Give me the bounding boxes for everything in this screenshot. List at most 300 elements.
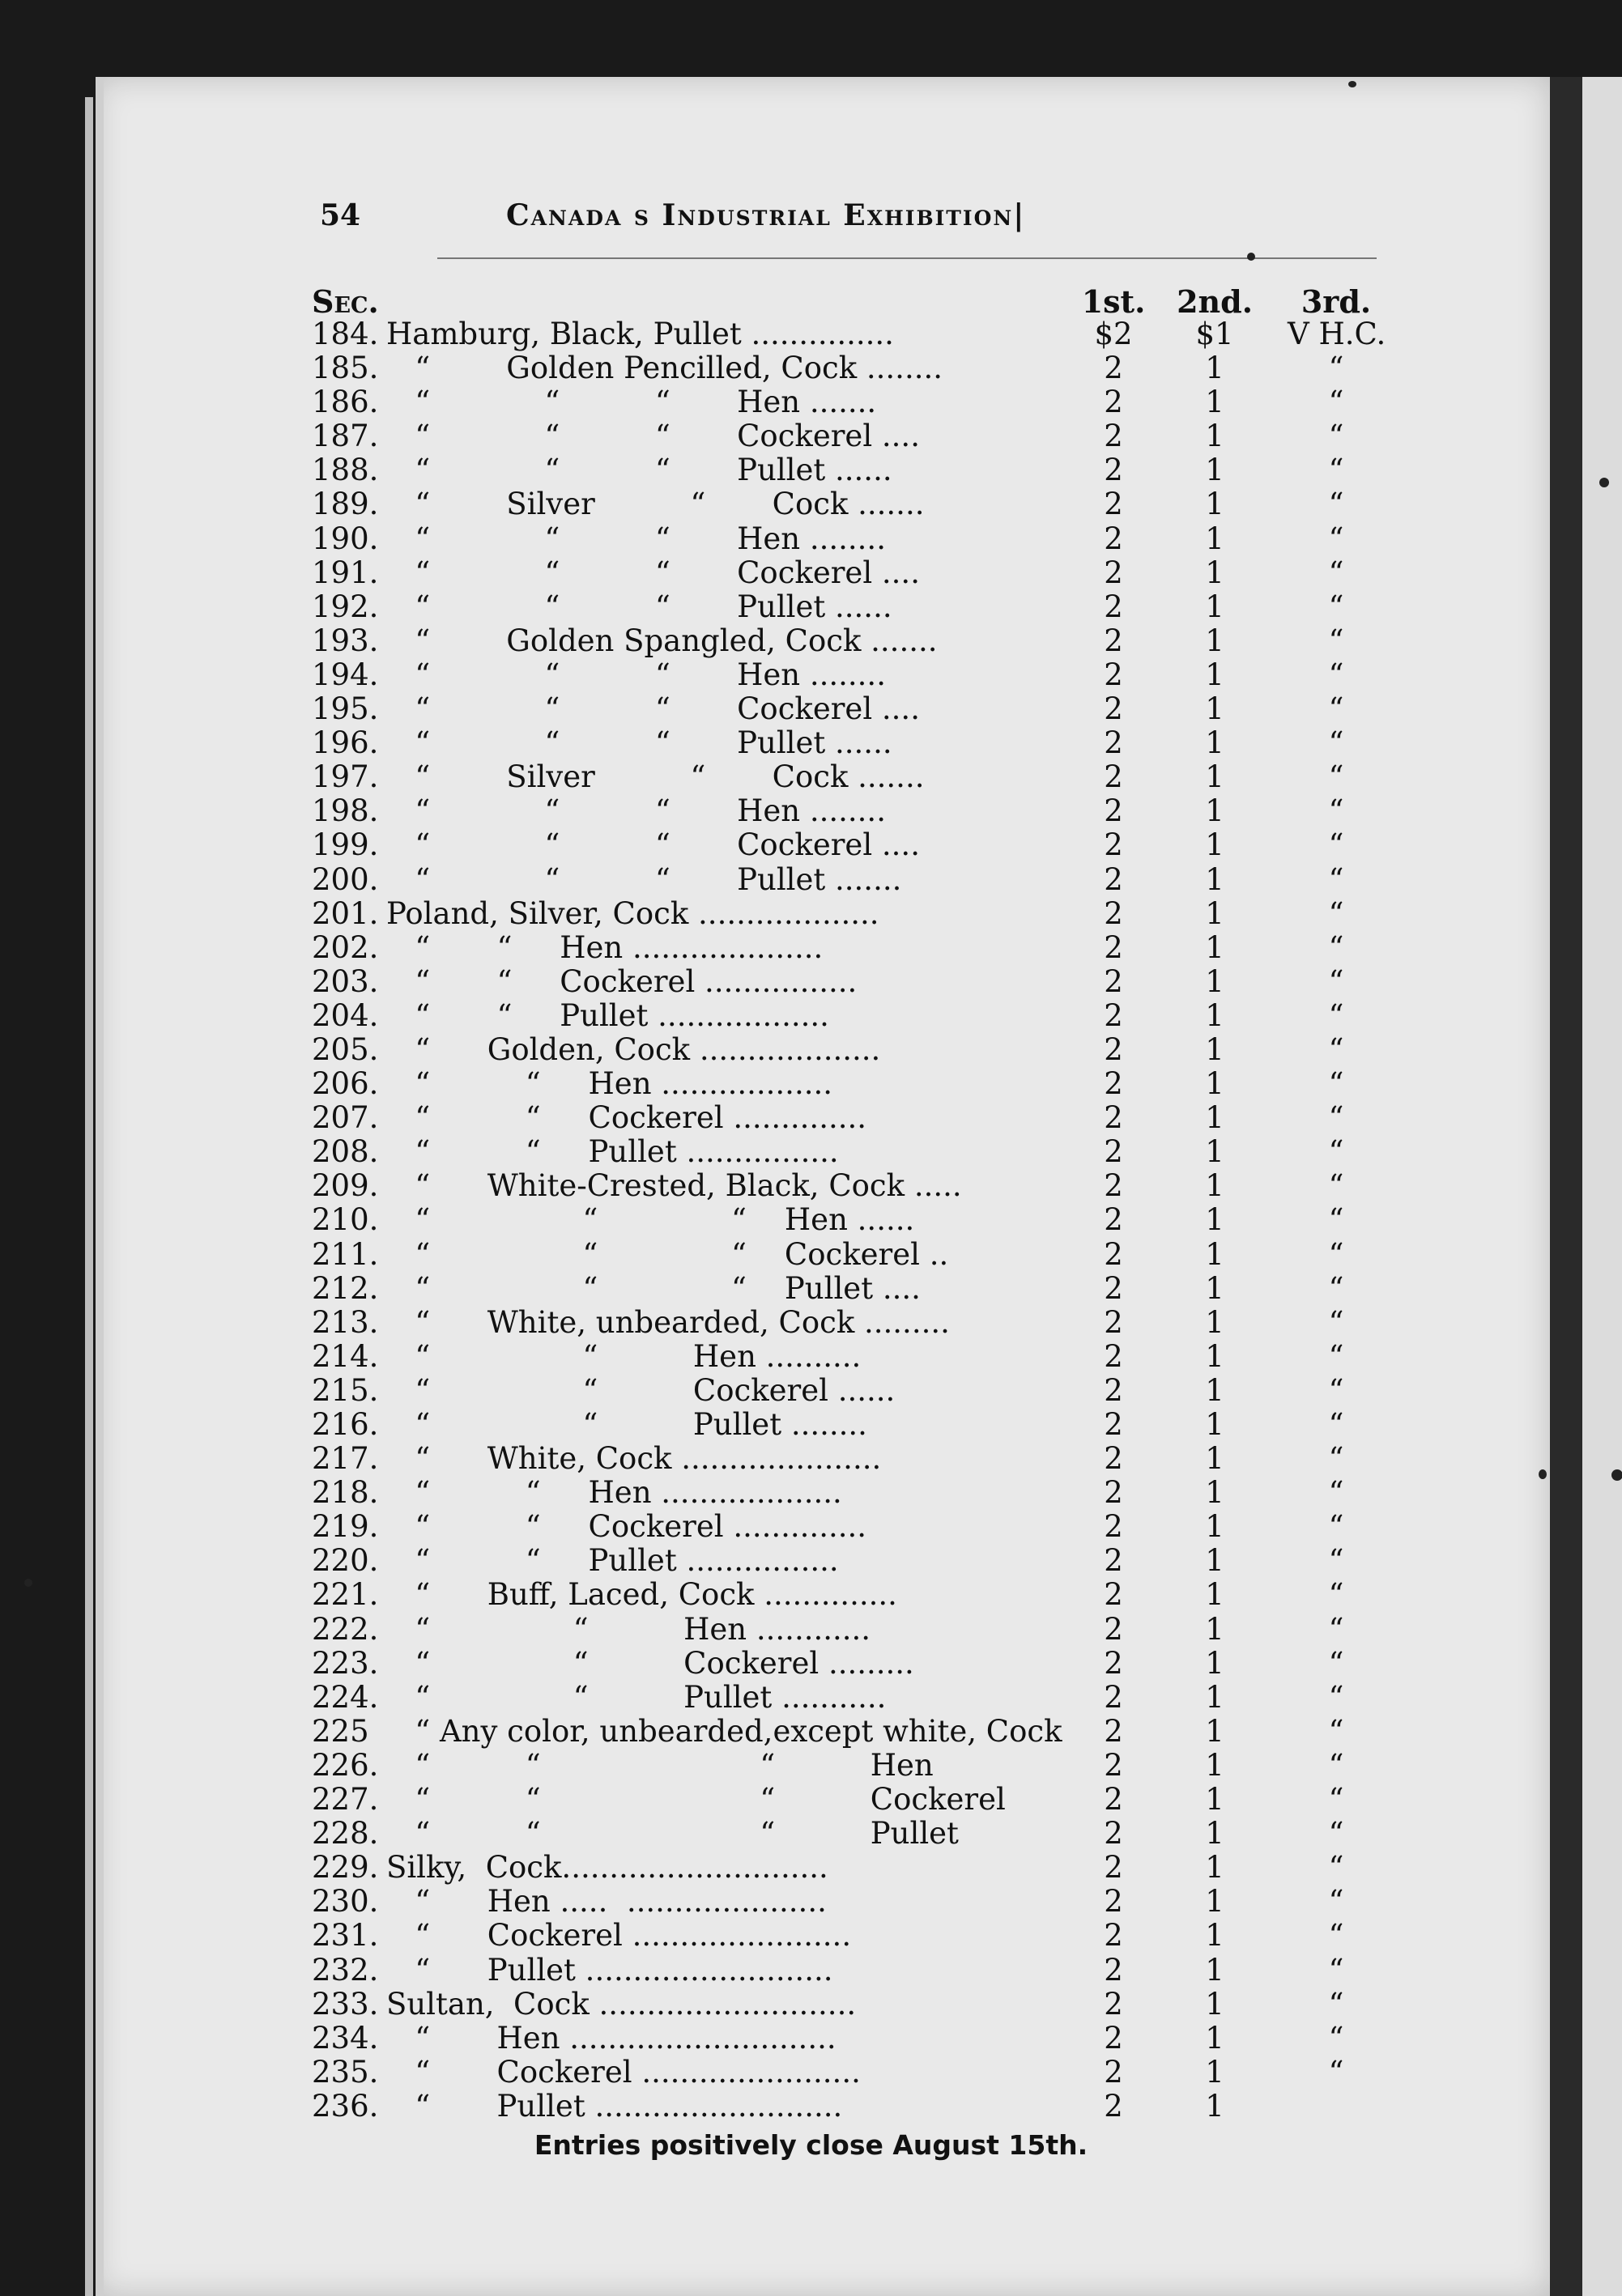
table-row bbox=[312, 1988, 1397, 2022]
second-prize: 1 bbox=[1205, 1645, 1224, 1681]
third-prize: “ bbox=[1328, 1884, 1344, 1920]
first-prize: 2 bbox=[1104, 1338, 1123, 1374]
scan-speck bbox=[1247, 253, 1255, 261]
section-number: 210. bbox=[312, 1202, 379, 1238]
third-prize: “ bbox=[1328, 1918, 1344, 1954]
entry-description: “ “ Cockerel .............. bbox=[386, 1101, 866, 1136]
second-prize: 1 bbox=[1205, 2020, 1224, 2056]
entry-description: “ “ Hen ................... bbox=[386, 1476, 842, 1511]
entry-description: “ White, unbearded, Cock ......... bbox=[386, 1305, 950, 1340]
entry-description: “ “ Hen .................. bbox=[386, 1067, 832, 1102]
third-prize: “ bbox=[1328, 1236, 1344, 1272]
entry-description: “ “ “ Cockerel .. bbox=[386, 1237, 949, 1272]
first-prize: 2 bbox=[1104, 1270, 1123, 1306]
section-number: 193. bbox=[312, 623, 379, 658]
table-row bbox=[312, 1169, 1397, 1203]
section-number: 211. bbox=[312, 1236, 379, 1272]
table-row bbox=[312, 760, 1397, 794]
third-prize: “ bbox=[1328, 691, 1344, 727]
table-row bbox=[312, 931, 1397, 965]
section-number: 187. bbox=[312, 419, 379, 454]
entry-description: “ White, Cock ..................... bbox=[386, 1442, 882, 1477]
third-prize: “ bbox=[1328, 1066, 1344, 1102]
section-number: 200. bbox=[312, 861, 379, 897]
second-prize: 1 bbox=[1205, 1031, 1224, 1067]
entry-description: “ Hen ..... ..................... bbox=[386, 1885, 827, 1920]
table-row bbox=[312, 2022, 1397, 2056]
section-number: 202. bbox=[312, 929, 379, 965]
second-prize: 1 bbox=[1205, 929, 1224, 965]
table-row bbox=[312, 1783, 1397, 1817]
entry-description: “ Golden, Cock ................... bbox=[386, 1032, 881, 1067]
entry-description: “ “ “ Pullet .... bbox=[386, 1271, 921, 1306]
second-prize: 1 bbox=[1205, 419, 1224, 454]
section-number: 184. bbox=[312, 317, 379, 351]
table-row bbox=[312, 1647, 1397, 1681]
scan-speck bbox=[1599, 478, 1609, 487]
prize-list-table bbox=[312, 317, 1397, 2124]
first-prize: 2 bbox=[1104, 589, 1123, 624]
entry-description: “ “ “ Cockerel .... bbox=[386, 692, 920, 727]
section-number: 229. bbox=[312, 1850, 379, 1886]
third-prize: “ bbox=[1328, 1850, 1344, 1886]
table-row bbox=[312, 828, 1397, 862]
table-row bbox=[312, 1749, 1397, 1783]
third-prize: “ bbox=[1328, 929, 1344, 965]
first-prize: 2 bbox=[1104, 1577, 1123, 1613]
second-prize: 1 bbox=[1205, 623, 1224, 658]
column-header-third: 3rd. bbox=[1301, 283, 1372, 320]
table-row bbox=[312, 1919, 1397, 1953]
second-prize: 1 bbox=[1205, 1270, 1224, 1306]
first-prize: 2 bbox=[1104, 691, 1123, 727]
section-number: 214. bbox=[312, 1338, 379, 1374]
first-prize: 2 bbox=[1104, 1066, 1123, 1102]
third-prize: “ bbox=[1328, 487, 1344, 522]
running-title: Canada s Industrial Exhibition| bbox=[506, 198, 1026, 232]
section-number: 206. bbox=[312, 1066, 379, 1102]
section-number: 227. bbox=[312, 1782, 379, 1818]
section-number: 198. bbox=[312, 793, 379, 829]
first-prize: 2 bbox=[1104, 793, 1123, 829]
second-prize: 1 bbox=[1205, 453, 1224, 488]
table-row bbox=[312, 1306, 1397, 1340]
entry-description: “ “ “ Pullet bbox=[386, 1817, 959, 1852]
table-row bbox=[312, 658, 1397, 692]
second-prize: 1 bbox=[1205, 1543, 1224, 1579]
table-row bbox=[312, 1272, 1397, 1306]
table-row bbox=[312, 453, 1397, 487]
first-prize: 2 bbox=[1104, 1168, 1123, 1204]
first-prize: 2 bbox=[1104, 895, 1123, 931]
second-prize: 1 bbox=[1205, 521, 1224, 556]
first-prize: 2 bbox=[1104, 963, 1123, 999]
first-prize: 2 bbox=[1104, 623, 1123, 658]
second-prize: 1 bbox=[1205, 1304, 1224, 1340]
second-prize: 1 bbox=[1205, 385, 1224, 420]
third-prize: “ bbox=[1328, 1816, 1344, 1852]
third-prize: “ bbox=[1328, 1782, 1344, 1818]
first-prize: 2 bbox=[1104, 1475, 1123, 1511]
entry-description: “ “ “ Cockerel .... bbox=[386, 419, 920, 454]
table-row bbox=[312, 1101, 1397, 1135]
section-number: 196. bbox=[312, 725, 379, 761]
first-prize: 2 bbox=[1104, 1986, 1123, 2022]
scan-speck bbox=[24, 1579, 32, 1587]
first-prize: 2 bbox=[1104, 1441, 1123, 1477]
entry-description: “ “ “ Pullet ...... bbox=[386, 726, 892, 761]
section-number: 223. bbox=[312, 1645, 379, 1681]
column-header-second: 2nd. bbox=[1177, 283, 1253, 320]
second-prize: 1 bbox=[1205, 1134, 1224, 1170]
section-number: 218. bbox=[312, 1475, 379, 1511]
table-row bbox=[312, 385, 1397, 419]
section-number: 220. bbox=[312, 1543, 379, 1579]
section-number: 234. bbox=[312, 2020, 379, 2056]
second-prize: 1 bbox=[1205, 2054, 1224, 2090]
closing-note: Entries positively close August 15th. bbox=[534, 2129, 1088, 2161]
table-row bbox=[312, 1135, 1397, 1169]
table-row bbox=[312, 2090, 1397, 2124]
entry-description: “ “ Cockerel .............. bbox=[386, 1510, 866, 1545]
third-prize: “ bbox=[1328, 657, 1344, 692]
second-prize: 1 bbox=[1205, 1202, 1224, 1238]
table-row bbox=[312, 965, 1397, 999]
table-row bbox=[312, 2056, 1397, 2090]
page-number: 54 bbox=[320, 198, 361, 232]
section-number: 212. bbox=[312, 1270, 379, 1306]
third-prize: “ bbox=[1328, 1407, 1344, 1442]
section-number: 209. bbox=[312, 1168, 379, 1204]
entry-description: “ “ “ Cockerel .... bbox=[386, 828, 920, 863]
table-row bbox=[312, 999, 1397, 1033]
section-number: 225 bbox=[312, 1713, 369, 1749]
page-header bbox=[320, 198, 1421, 247]
scan-speck bbox=[1539, 1469, 1547, 1479]
second-prize: 1 bbox=[1205, 1782, 1224, 1818]
second-prize: 1 bbox=[1205, 2088, 1224, 2124]
entry-description: “ Cockerel ....................... bbox=[386, 2055, 861, 2090]
section-number: 219. bbox=[312, 1509, 379, 1545]
table-row bbox=[312, 1817, 1397, 1851]
first-prize: 2 bbox=[1104, 1134, 1123, 1170]
third-prize: “ bbox=[1328, 385, 1344, 420]
first-prize: 2 bbox=[1104, 725, 1123, 761]
entry-description: “ “ Hen .......... bbox=[386, 1339, 862, 1374]
third-prize: “ bbox=[1328, 1338, 1344, 1374]
third-prize: “ bbox=[1328, 1134, 1344, 1170]
first-prize: 2 bbox=[1104, 1611, 1123, 1647]
table-row bbox=[312, 1510, 1397, 1544]
third-prize: “ bbox=[1328, 453, 1344, 488]
third-prize: “ bbox=[1328, 895, 1344, 931]
scan-speck bbox=[1611, 1469, 1622, 1481]
section-number: 233. bbox=[312, 1986, 379, 2022]
section-number: 215. bbox=[312, 1372, 379, 1408]
second-prize: 1 bbox=[1205, 691, 1224, 727]
first-prize: 2 bbox=[1104, 419, 1123, 454]
third-prize: “ bbox=[1328, 1168, 1344, 1204]
second-prize: 1 bbox=[1205, 1952, 1224, 1988]
second-prize: 1 bbox=[1205, 1168, 1224, 1204]
table-row bbox=[312, 1544, 1397, 1578]
section-number: 221. bbox=[312, 1577, 379, 1613]
first-prize: 2 bbox=[1104, 861, 1123, 897]
entry-description: “ “ Cockerel ...... bbox=[386, 1373, 896, 1408]
table-row bbox=[312, 1954, 1397, 1988]
entry-description: “ “ “ Hen ........ bbox=[386, 521, 886, 556]
first-prize: 2 bbox=[1104, 1236, 1123, 1272]
section-number: 222. bbox=[312, 1611, 379, 1647]
second-prize: 1 bbox=[1205, 1509, 1224, 1545]
second-prize: 1 bbox=[1205, 1372, 1224, 1408]
first-prize: 2 bbox=[1104, 1100, 1123, 1136]
second-prize: 1 bbox=[1205, 997, 1224, 1033]
first-prize: 2 bbox=[1104, 487, 1123, 522]
third-prize: “ bbox=[1328, 997, 1344, 1033]
entry-description: “ Hen ............................ bbox=[386, 2021, 837, 2056]
section-number: 216. bbox=[312, 1407, 379, 1442]
entry-description: “ Golden Pencilled, Cock ........ bbox=[386, 351, 943, 386]
third-prize: “ bbox=[1328, 1713, 1344, 1749]
third-prize: “ bbox=[1328, 351, 1344, 386]
table-row bbox=[312, 1851, 1397, 1885]
third-prize: “ bbox=[1328, 623, 1344, 658]
column-header-first: 1st. bbox=[1081, 283, 1146, 320]
adjacent-page-edge bbox=[1582, 77, 1622, 2296]
second-prize: 1 bbox=[1205, 657, 1224, 692]
second-prize: 1 bbox=[1205, 351, 1224, 386]
third-prize: “ bbox=[1328, 589, 1344, 624]
first-prize: 2 bbox=[1104, 2054, 1123, 2090]
second-prize: 1 bbox=[1205, 725, 1224, 761]
section-number: 195. bbox=[312, 691, 379, 727]
second-prize: 1 bbox=[1205, 1441, 1224, 1477]
first-prize: 2 bbox=[1104, 1884, 1123, 1920]
table-row bbox=[312, 1442, 1397, 1476]
section-number: 228. bbox=[312, 1816, 379, 1852]
first-prize: 2 bbox=[1104, 385, 1123, 420]
entry-description: Sultan, Cock ........................... bbox=[386, 1987, 857, 2022]
section-number: 236. bbox=[312, 2088, 379, 2124]
table-row bbox=[312, 863, 1397, 897]
second-prize: 1 bbox=[1205, 895, 1224, 931]
first-prize: 2 bbox=[1104, 827, 1123, 863]
third-prize: “ bbox=[1328, 1645, 1344, 1681]
first-prize: 2 bbox=[1104, 1304, 1123, 1340]
first-prize: 2 bbox=[1104, 555, 1123, 590]
first-prize: 2 bbox=[1104, 657, 1123, 692]
third-prize: “ bbox=[1328, 793, 1344, 829]
third-prize: “ bbox=[1328, 827, 1344, 863]
second-prize: 1 bbox=[1205, 1611, 1224, 1647]
entry-description: “ “ “ Hen ...... bbox=[386, 1203, 915, 1238]
third-prize: “ bbox=[1328, 1100, 1344, 1136]
second-prize: 1 bbox=[1205, 827, 1224, 863]
first-prize: 2 bbox=[1104, 1713, 1123, 1749]
first-prize: 2 bbox=[1104, 1850, 1123, 1886]
section-number: 224. bbox=[312, 1679, 379, 1715]
first-prize: 2 bbox=[1104, 453, 1123, 488]
entry-description: “ “ Cockerel ................ bbox=[386, 964, 858, 999]
page-gutter-dark bbox=[1550, 77, 1582, 2296]
section-number: 230. bbox=[312, 1884, 379, 1920]
first-prize: 2 bbox=[1104, 2088, 1123, 2124]
third-prize: “ bbox=[1328, 963, 1344, 999]
entry-description: “ “ Pullet ........ bbox=[386, 1408, 867, 1442]
first-prize: 2 bbox=[1104, 929, 1123, 965]
first-prize: 2 bbox=[1104, 1747, 1123, 1783]
third-prize: “ bbox=[1328, 2054, 1344, 2090]
entry-description: “ “ Pullet ........... bbox=[386, 1680, 887, 1715]
second-prize: 1 bbox=[1205, 555, 1224, 590]
table-row bbox=[312, 624, 1397, 658]
first-prize: 2 bbox=[1104, 1372, 1123, 1408]
third-prize: “ bbox=[1328, 1202, 1344, 1238]
entry-description: “ Golden Spangled, Cock ....... bbox=[386, 623, 938, 658]
table-row bbox=[312, 1408, 1397, 1442]
third-prize: V H.C. bbox=[1288, 317, 1386, 351]
table-row bbox=[312, 1238, 1397, 1272]
table-row bbox=[312, 1681, 1397, 1715]
first-prize: $2 bbox=[1094, 317, 1133, 351]
second-prize: 1 bbox=[1205, 861, 1224, 897]
third-prize: “ bbox=[1328, 1441, 1344, 1477]
third-prize: “ bbox=[1328, 419, 1344, 454]
section-number: 201. bbox=[312, 895, 379, 931]
second-prize: $1 bbox=[1195, 317, 1234, 351]
entry-description: “ “ Pullet ................ bbox=[386, 1135, 839, 1170]
entry-description: “ Buff, Laced, Cock .............. bbox=[386, 1578, 897, 1613]
entry-description: “ White-Crested, Black, Cock ..... bbox=[386, 1169, 962, 1204]
entry-description: “ Silver “ Cock ....... bbox=[386, 760, 925, 795]
table-row bbox=[312, 1476, 1397, 1510]
table-row bbox=[312, 317, 1397, 351]
second-prize: 1 bbox=[1205, 1236, 1224, 1272]
third-prize: “ bbox=[1328, 725, 1344, 761]
section-number: 199. bbox=[312, 827, 379, 863]
section-number: 197. bbox=[312, 759, 379, 795]
entry-description: “ Any color, unbearded,except white, Cock bbox=[386, 1714, 1062, 1749]
second-prize: 1 bbox=[1205, 1066, 1224, 1102]
third-prize: “ bbox=[1328, 1031, 1344, 1067]
second-prize: 1 bbox=[1205, 1918, 1224, 1954]
section-number: 194. bbox=[312, 657, 379, 692]
entry-description: “ “ “ Hen ....... bbox=[386, 385, 877, 420]
third-prize: “ bbox=[1328, 1270, 1344, 1306]
section-number: 188. bbox=[312, 453, 379, 488]
table-row bbox=[312, 1340, 1397, 1374]
second-prize: 1 bbox=[1205, 1816, 1224, 1852]
second-prize: 1 bbox=[1205, 1986, 1224, 2022]
section-number: 207. bbox=[312, 1100, 379, 1136]
second-prize: 1 bbox=[1205, 1679, 1224, 1715]
third-prize: “ bbox=[1328, 1986, 1344, 2022]
section-number: 190. bbox=[312, 521, 379, 556]
first-prize: 2 bbox=[1104, 1543, 1123, 1579]
table-row bbox=[312, 1715, 1397, 1749]
first-prize: 2 bbox=[1104, 997, 1123, 1033]
section-number: 208. bbox=[312, 1134, 379, 1170]
first-prize: 2 bbox=[1104, 351, 1123, 386]
entry-description: Silky, Cock............................ bbox=[386, 1851, 828, 1886]
second-prize: 1 bbox=[1205, 589, 1224, 624]
third-prize: “ bbox=[1328, 1304, 1344, 1340]
second-prize: 1 bbox=[1205, 963, 1224, 999]
third-prize: “ bbox=[1328, 861, 1344, 897]
column-header-section: Sec. bbox=[312, 283, 379, 320]
second-prize: 1 bbox=[1205, 487, 1224, 522]
entry-description: “ “ “ Cockerel .... bbox=[386, 555, 920, 590]
entry-description: “ “ Pullet .................. bbox=[386, 998, 829, 1033]
second-prize: 1 bbox=[1205, 1577, 1224, 1613]
second-prize: 1 bbox=[1205, 1338, 1224, 1374]
table-row bbox=[312, 1578, 1397, 1612]
table-row bbox=[312, 1203, 1397, 1237]
page-edge-shadow bbox=[85, 97, 93, 2296]
third-prize: “ bbox=[1328, 1611, 1344, 1647]
entry-description: Hamburg, Black, Pullet ............... bbox=[386, 317, 894, 351]
entry-description: “ “ Hen .................... bbox=[386, 930, 824, 965]
section-number: 231. bbox=[312, 1918, 379, 1954]
section-number: 203. bbox=[312, 963, 379, 999]
section-number: 232. bbox=[312, 1952, 379, 1988]
first-prize: 2 bbox=[1104, 1645, 1123, 1681]
first-prize: 2 bbox=[1104, 521, 1123, 556]
table-row bbox=[312, 897, 1397, 931]
second-prize: 1 bbox=[1205, 1407, 1224, 1442]
third-prize: “ bbox=[1328, 1747, 1344, 1783]
table-row bbox=[312, 351, 1397, 385]
third-prize: “ bbox=[1328, 1372, 1344, 1408]
entry-description: “ “ “ Pullet ...... bbox=[386, 589, 892, 624]
first-prize: 2 bbox=[1104, 2020, 1123, 2056]
third-prize: “ bbox=[1328, 2020, 1344, 2056]
first-prize: 2 bbox=[1104, 1202, 1123, 1238]
first-prize: 2 bbox=[1104, 1918, 1123, 1954]
second-prize: 1 bbox=[1205, 1884, 1224, 1920]
table-row bbox=[312, 590, 1397, 624]
table-row bbox=[312, 794, 1397, 828]
entry-description: “ “ “ Hen ........ bbox=[386, 657, 886, 692]
second-prize: 1 bbox=[1205, 1100, 1224, 1136]
table-row bbox=[312, 419, 1397, 453]
section-number: 205. bbox=[312, 1031, 379, 1067]
entry-description: “ Cockerel ....................... bbox=[386, 1919, 852, 1954]
entry-description: “ “ “ Hen bbox=[386, 1748, 934, 1783]
first-prize: 2 bbox=[1104, 1407, 1123, 1442]
section-number: 226. bbox=[312, 1747, 379, 1783]
entry-description: “ “ “ Pullet ....... bbox=[386, 862, 902, 897]
second-prize: 1 bbox=[1205, 1713, 1224, 1749]
section-number: 192. bbox=[312, 589, 379, 624]
section-number: 213. bbox=[312, 1304, 379, 1340]
third-prize: “ bbox=[1328, 1509, 1344, 1545]
table-row bbox=[312, 1613, 1397, 1647]
entry-description: “ “ Cockerel ......... bbox=[386, 1646, 914, 1681]
second-prize: 1 bbox=[1205, 759, 1224, 795]
table-row bbox=[312, 1885, 1397, 1919]
third-prize: “ bbox=[1328, 1577, 1344, 1613]
section-number: 217. bbox=[312, 1441, 379, 1477]
entry-description: “ Pullet .......................... bbox=[386, 1953, 833, 1988]
first-prize: 2 bbox=[1104, 1509, 1123, 1545]
table-row bbox=[312, 1374, 1397, 1408]
section-number: 235. bbox=[312, 2054, 379, 2090]
third-prize: “ bbox=[1328, 555, 1344, 590]
third-prize: “ bbox=[1328, 1952, 1344, 1988]
third-prize: “ bbox=[1328, 521, 1344, 556]
